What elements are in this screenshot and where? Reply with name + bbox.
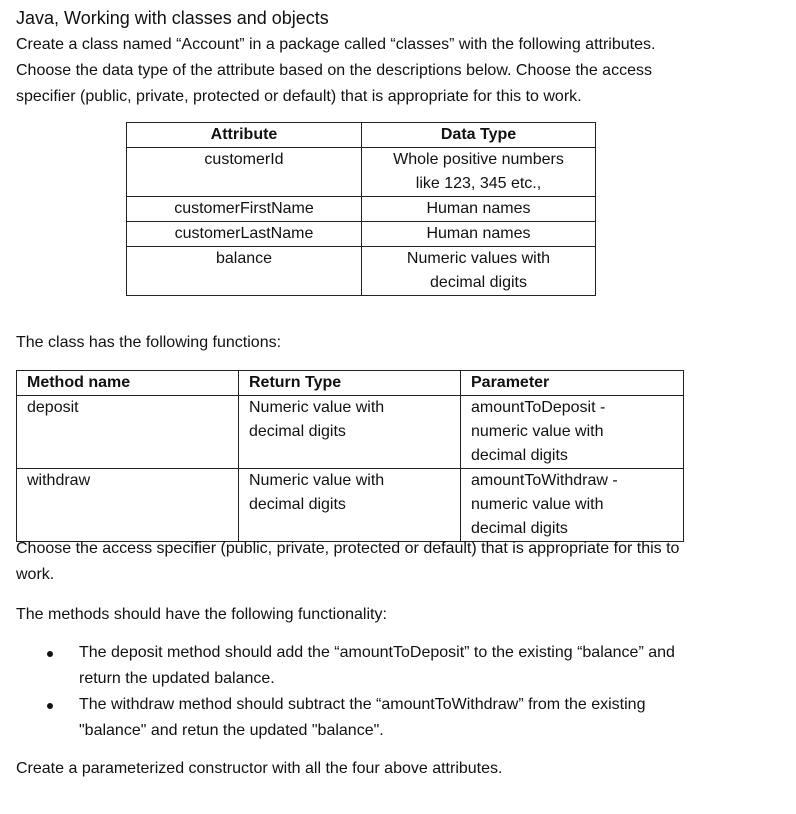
- table-row: [127, 222, 596, 247]
- return-type-line: Numeric value with: [249, 472, 385, 489]
- datatype-cell: [362, 222, 596, 247]
- document: [16, 6, 786, 777]
- table-row: [127, 197, 596, 222]
- parameter-cell: [461, 396, 684, 469]
- return-type-line: decimal digits: [249, 423, 346, 440]
- return-type-header: Return Type: [239, 371, 461, 396]
- access-note-line: Choose the access specifier (public, private, protected or default) that is appropriate for this to: [16, 540, 680, 557]
- datatype-line: Human names: [426, 225, 531, 242]
- table-row: [127, 247, 596, 296]
- datatype-cell: [362, 247, 596, 296]
- list-item: [16, 640, 776, 692]
- datatype-cell: [362, 148, 596, 197]
- table-row: [17, 469, 684, 542]
- intro-line: Create a class named “Account” in a package called “classes” with the following attributes.: [16, 36, 656, 53]
- functions-label: The class has the following functions:: [16, 334, 282, 351]
- access-note-line: work.: [16, 566, 55, 583]
- datatype-line: Numeric values with: [406, 250, 551, 267]
- constructor-note: Create a parameterized constructor with all the four above attributes.: [16, 760, 503, 777]
- datatype-cell: [362, 197, 596, 222]
- parameter-line: numeric value with: [471, 496, 604, 513]
- parameter-line: amountToWithdraw -: [471, 472, 618, 489]
- attribute-cell: customerId: [127, 148, 362, 197]
- parameter-line: decimal digits: [471, 520, 568, 537]
- instructions: [16, 536, 776, 782]
- attribute-header: Attribute: [127, 123, 362, 148]
- datatype-line: Human names: [426, 200, 531, 217]
- bullet-line: The withdraw method should subtract the “amountToWithdraw” from the existing: [79, 696, 646, 713]
- bullet-line: The deposit method should add the “amountToDeposit” to the existing “balance” and: [79, 644, 675, 661]
- attribute-cell: balance: [127, 247, 362, 296]
- functionality-list: [16, 640, 776, 744]
- method-table: [16, 370, 684, 542]
- intro-paragraph: [16, 32, 786, 110]
- return-type-cell: [239, 396, 461, 469]
- parameter-cell: [461, 469, 684, 542]
- table-row: [17, 396, 684, 469]
- bullet-line: "balance" and retun the updated "balance".: [79, 722, 384, 739]
- bullet-icon: [47, 651, 53, 657]
- parameter-line: amountToDeposit -: [471, 399, 606, 416]
- datatype-line: Whole positive numbers: [393, 151, 564, 168]
- method-name-header: Method name: [17, 371, 239, 396]
- bullet-icon: [47, 703, 53, 709]
- return-type-line: Numeric value with: [249, 399, 385, 416]
- datatype-header: Data Type: [362, 123, 596, 148]
- datatype-line: decimal digits: [430, 274, 527, 291]
- intro-line: specifier (public, private, protected or default) that is appropriate for this to work.: [16, 88, 582, 105]
- parameter-line: numeric value with: [471, 423, 604, 440]
- return-type-line: decimal digits: [249, 496, 346, 513]
- table-row: [127, 148, 596, 197]
- parameter-header: Parameter: [461, 371, 684, 396]
- access-note: [16, 536, 776, 588]
- method-name-cell: deposit: [17, 396, 239, 469]
- document-title: Java, Working with classes and objects: [16, 8, 329, 28]
- attribute-table-header: [127, 123, 596, 148]
- functionality-heading: The methods should have the following functionality:: [16, 606, 387, 623]
- list-item: [16, 692, 776, 744]
- intro-line: Choose the data type of the attribute based on the descriptions below. Choose the access: [16, 62, 652, 79]
- attribute-cell: customerFirstName: [127, 197, 362, 222]
- parameter-line: decimal digits: [471, 447, 568, 464]
- attribute-table: [126, 122, 596, 296]
- bullet-line: return the updated balance.: [79, 670, 275, 687]
- datatype-line: like 123, 345 etc.,: [415, 175, 542, 192]
- attribute-cell: customerLastName: [127, 222, 362, 247]
- method-name-cell: withdraw: [17, 469, 239, 542]
- return-type-cell: [239, 469, 461, 542]
- method-table-header: [17, 371, 684, 396]
